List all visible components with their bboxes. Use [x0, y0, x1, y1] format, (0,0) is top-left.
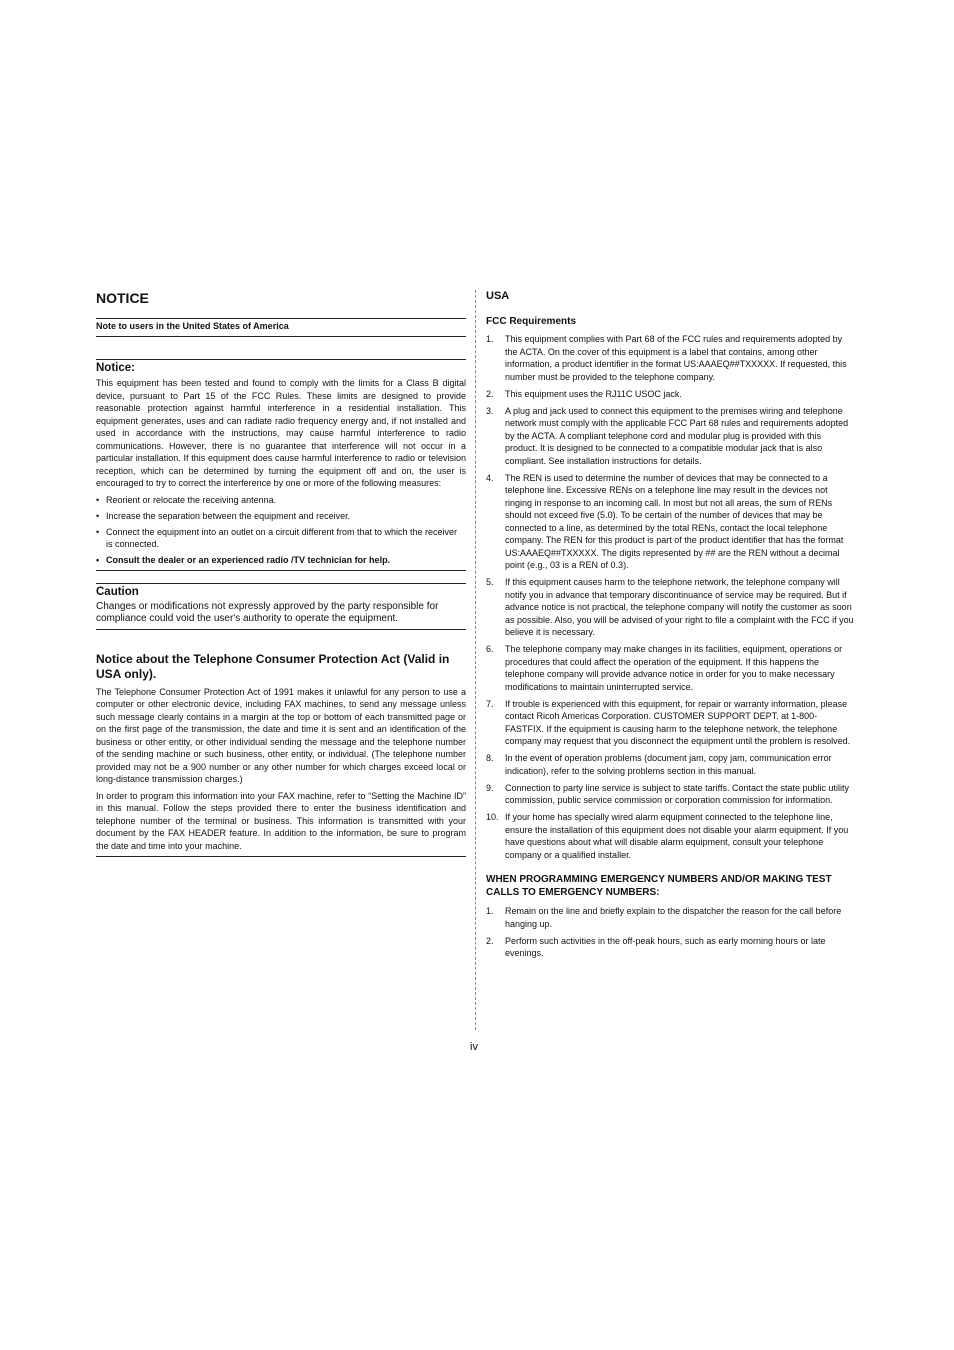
tcpa-heading: Notice about the Telephone Consumer Protection Act (Valid in USA only).: [96, 651, 450, 681]
list-item: 1. Remain on the line and briefly explain to the dispatcher the reason for the call before hanging up.: [486, 906, 842, 929]
notice-title: NOTICE: [96, 290, 149, 306]
emergency-heading: WHEN PROGRAMMING EMERGENCY NUMBERS AND/OR MAKING TEST CALLS TO EMERGENCY NUMBERS:: [486, 874, 832, 898]
tcpa-paragraph-1: The Telephone Consumer Protection Act of 1991 makes it unlawful for any person to use a computer or other electronic device, including FAX machines, to send any message unless such message clearly contains in a margin at the top or bottom of each transmitted page or on the first page of the transmission, the date and time it is sent and an identification of the business or other entity, or other individual sending the message and the telephone number of the sending machine or such business, other entity, or individual. (The telephone number provided may not be a 900 number or any other number for which charges exceed local or long-distance transmission charges.): [96, 686, 466, 784]
caution-body: Changes or modifications not expressly approved by the party responsible for compliance could void the user's authority to operate the equipment.: [96, 600, 439, 624]
list-item: 3. A plug and jack used to connect this equipment to the premises wiring and telephone network must comply with the applicable FCC Part 68 rules and requirements adopted by the ACTA. A compliant telephone cord and modular plug is provided with this product. It is designed to be connected to a compatible modular jack that is also compliant. See installation instructions for details.: [486, 405, 849, 466]
list-item: 2. This equipment uses the RJ11C USOC jack.: [486, 388, 682, 399]
list-item: 4. The REN is used to determine the number of devices that may be connected to a telephone line. Excessive RENs on a telephone line may result in the devices not ringing in response to an incoming call. In most but not all areas, the sum of RENs should not exceed five (5.0). To be certain of the number of devices that may be connected to a line, as determined by the total RENs, contact the local telephone company. The REN for this product is part of the product identifier that has the format US:AAAEQ##TXXXXX. The digits represented by ## are the REN without a decimal point (e.g., 03 is a REN of 0.3).: [486, 472, 844, 570]
list-item: 9. Connection to party line service is subject to state tariffs. Contact the state public utility commission, public service commission or corporation commission for information.: [486, 782, 850, 805]
emergency-list: [486, 905, 854, 960]
rule: [96, 583, 466, 584]
note-us-users: Note to users in the United States of America: [96, 321, 289, 331]
caution-heading: Caution: [96, 585, 139, 598]
list-item: 5. If this equipment causes harm to the telephone network, the telephone company will notify you in advance that temporary discontinuance of service may be required. But if advance notice is not practical, the telephone company will notify the customer as soon as possible. Also, you will be advised of your right to file a complaint with the FCC if you believe it is necessary.: [486, 577, 854, 637]
column-divider: [475, 290, 476, 1030]
list-item: • Reorient or relocate the receiving antenna.: [96, 494, 466, 506]
list-item: • Consult the dealer or an experienced radio /TV technician for help.: [96, 554, 466, 566]
list-item: 10. If your home has specially wired alarm equipment connected to the telephone line, ensure the installation of this equipment does not disable your alarm equipment. If you have questions about what will disable alarm equipment, consult your telephone company or a qualified installer.: [486, 812, 849, 860]
usa-heading: USA: [486, 290, 510, 302]
list-item: • Connect the equipment into an outlet on a circuit different from that to which the receiver is connected.: [96, 526, 466, 550]
list-item: 8. In the event of operation problems (document jam, copy jam, communication error indication), refer to the solving problems section in this manual.: [486, 753, 832, 776]
list-item: 2. Perform such activities in the off-peak hours, such as early morning hours or late evenings.: [486, 935, 826, 958]
rule: [96, 359, 466, 360]
notice-heading: Notice:: [96, 362, 135, 374]
rule: [96, 629, 466, 630]
fcc-heading: FCC Requirements: [486, 316, 577, 327]
list-item: 7. If trouble is experienced with this equipment, for repair or warranty information, please contact Ricoh Americas Corporation. CUSTOMER SUPPORT DEPT. at 1-800-FASTFIX. If the equipment is causing harm to the telephone network, the telephone company may request that you disconnect the equipment until the problem is resolved.: [486, 698, 851, 746]
list-item: • Increase the separation between the equipment and receiver.: [96, 510, 466, 522]
rule: [96, 856, 466, 857]
list-item: 1. This equipment complies with Part 68 of the FCC rules and requirements adopted by the ACTA. On the cover of this equipment is a label that contains, among other information, a product identifier in the format US:AAAEQ##TXXXXX. If requested, this number must be provided to the telephone company.: [486, 334, 847, 382]
right-column: [486, 290, 854, 964]
measures-list: [96, 494, 466, 566]
fcc-list: [486, 333, 854, 861]
notice-body: This equipment has been tested and found to comply with the limits for a Class B digital device, pursuant to Part 15 of the FCC Rules. These limits are designed to provide reasonable protection against harmful interference in a residential installation. This equipment generates, uses and can radiate radio frequency energy and, if not installed and used in accordance with the instructions, may cause harmful interference to radio communications. However, there is no guarantee that interference will not occur in a particular installation. If this equipment does cause harmful interference to radio or television reception, which can be determined by turning the equipment off and on, the user is encouraged to try to correct the interference by one or more of the following measures:: [96, 378, 466, 488]
left-column: [96, 290, 466, 857]
page-number: iv: [470, 1041, 478, 1053]
list-item: 6. The telephone company may make changes in its facilities, equipment, operations or procedures that could affect the operation of the equipment. If this happens the telephone company will provide advance notice in order for you to make necessary modifications to maintain uninterrupted service.: [486, 644, 843, 692]
tcpa-paragraph-2: In order to program this information into your FAX machine, refer to “Setting the Machine ID” in this manual. Follow the steps provided there to enter the business identification and telephone number of the terminal or business. This information is transmitted with your document by the FAX HEADER feature. In addition to the information, be sure to program the date and time into your machine.: [96, 790, 466, 851]
